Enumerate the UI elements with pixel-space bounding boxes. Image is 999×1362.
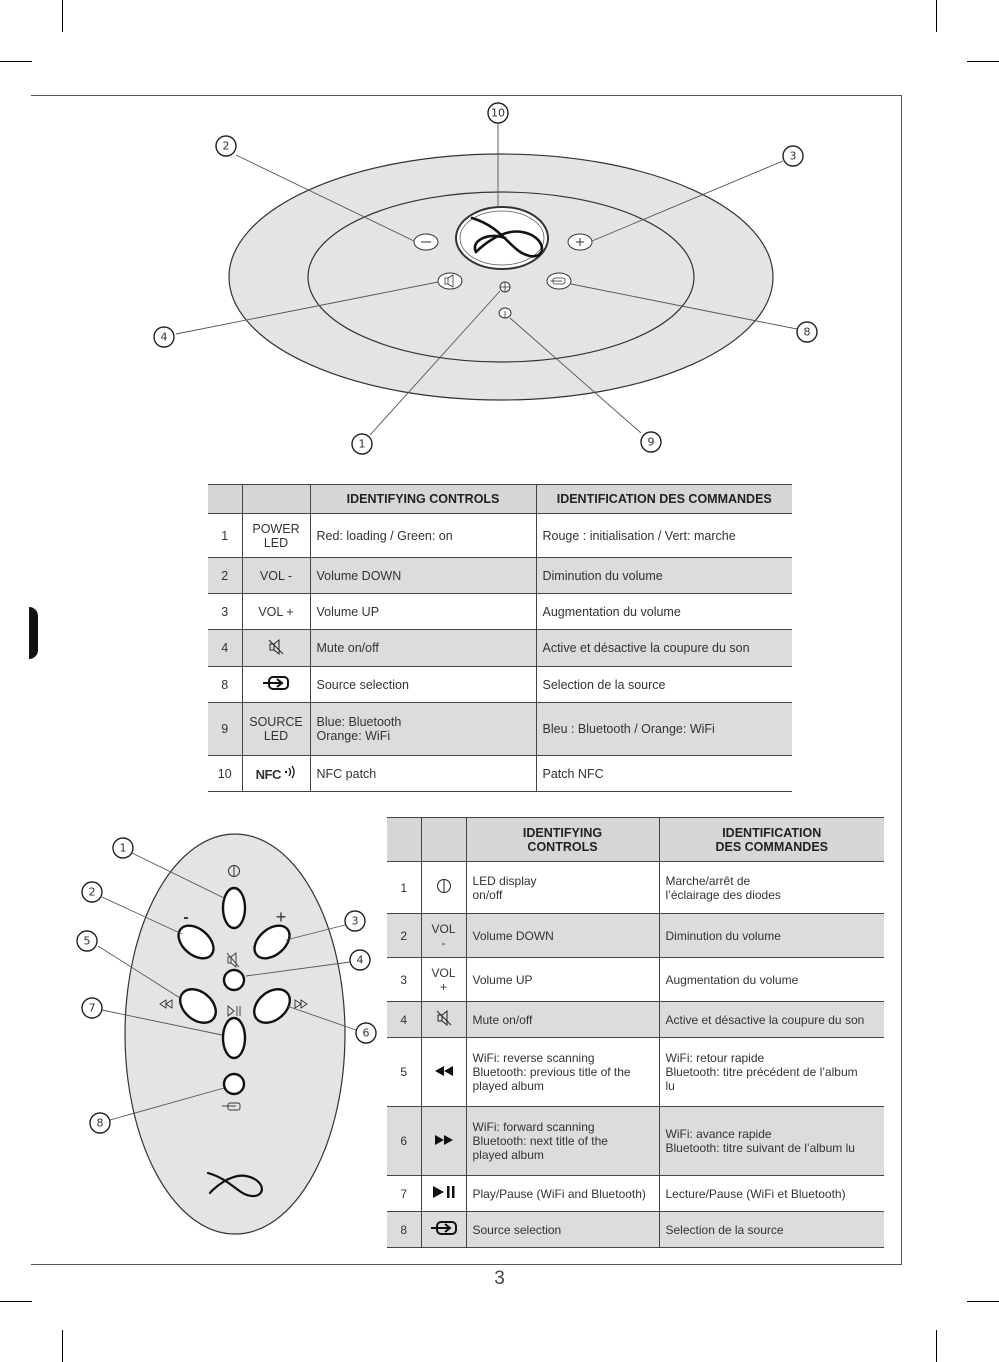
row-fr: Augmentation du volume [659,958,884,1002]
callout-label: 10 [491,106,505,120]
remote-diagram [0,0,400,1262]
row-icon-cell [421,1038,466,1107]
row-label: VOL - [421,914,466,958]
row-icon-cell [421,1107,466,1176]
row-en: Source selection [466,1212,659,1248]
table-header-fr: IDENTIFICATION DES COMMANDES [536,485,792,514]
row-en: WiFi: forward scanning Bluetooth: next title of the played album [466,1107,659,1176]
row-num: 1 [208,514,242,558]
source-led [499,308,511,318]
row-fr: Augmentation du volume [536,594,792,630]
table-header-fr: IDENTIFICATION DES COMMANDES [659,818,884,862]
led-icon [436,878,452,894]
row-fr: Rouge : initialisation / Vert: marche [536,514,792,558]
source-button[interactable] [224,1074,244,1094]
row-fr: WiFi: avance rapide Bluetooth: titre suivant de l’album lu [659,1107,884,1176]
row-en: WiFi: reverse scanning Bluetooth: previous title of the played album [466,1038,659,1107]
callout-label: 9 [647,435,655,449]
mute-button[interactable] [224,970,244,990]
row-fr: Selection de la source [536,667,792,703]
callout-label: 3 [789,149,797,163]
table-header-num [387,818,421,862]
row-en: Mute on/off [466,1002,659,1038]
row-en: Source selection [310,667,536,703]
table-row [387,958,884,1002]
table-row [387,1038,884,1107]
callout-label: 1 [358,437,366,451]
fast-forward-icon [433,1134,455,1146]
rewind-icon [433,1065,455,1077]
row-num: 5 [387,1038,421,1107]
crop-mark [936,1330,937,1362]
callout-label: 1 [119,841,127,855]
play-pause-button[interactable] [223,1018,245,1058]
row-fr: Active et désactive la coupure du son [659,1002,884,1038]
row-en: NFC patch [310,756,536,792]
callout-label: 8 [803,325,811,339]
row-fr: Marche/arrêt de l’éclairage des diodes [659,862,884,914]
table-row [387,1176,884,1212]
callout-label: 6 [362,1026,370,1040]
callout-label: 4 [356,953,364,967]
table-header-en: IDENTIFYING CONTROLS [310,485,536,514]
row-num: 4 [208,630,242,667]
play-pause-icon [432,1185,456,1199]
row-icon-cell [421,862,466,914]
callout-label: 3 [351,914,359,928]
callout-label: 8 [96,1116,104,1130]
vol-up-button[interactable] [568,234,592,250]
row-icon-cell [421,1212,466,1248]
row-num: 8 [208,667,242,703]
table-row [387,914,884,958]
callout-label: 2 [222,139,230,153]
row-icon-cell [421,1176,466,1212]
row-num: 1 [387,862,421,914]
row-label: SOURCE LED [242,703,310,756]
source-button[interactable] [547,273,571,289]
row-num: 2 [387,914,421,958]
row-en: Volume DOWN [310,558,536,594]
page-number: 3 [494,1268,505,1289]
row-label: POWER LED [242,514,310,558]
row-icon-cell [421,1002,466,1038]
callout-label: 2 [88,885,96,899]
row-num: 3 [387,958,421,1002]
table-row [387,1107,884,1176]
row-num: 4 [387,1002,421,1038]
table-header-en: IDENTIFYING CONTROLS [466,818,659,862]
row-fr: WiFi: retour rapide Bluetooth: titre précédent de l’album lu [659,1038,884,1107]
row-en: Blue: Bluetooth Orange: WiFi [310,703,536,756]
mute-button[interactable] [438,273,462,289]
row-fr: Diminution du volume [659,914,884,958]
crop-mark [0,1301,32,1302]
row-fr: Patch NFC [536,756,792,792]
row-num: 9 [208,703,242,756]
row-num: 2 [208,558,242,594]
row-fr: Active et désactive la coupure du son [536,630,792,667]
callout-label: 5 [83,934,91,948]
row-en: Red: loading / Green: on [310,514,536,558]
row-fr: Diminution du volume [536,558,792,594]
callout-label: 7 [88,1001,96,1015]
row-num: 8 [387,1212,421,1248]
table-header-label [421,818,466,862]
row-en: Volume UP [310,594,536,630]
source-icon [430,1221,458,1235]
row-num: 6 [387,1107,421,1176]
table-row [387,1212,884,1248]
row-label: VOL + [421,958,466,1002]
nfc-label: NFC [255,767,281,782]
plus-sign: + [275,907,287,927]
table-row [387,862,884,914]
callout-label: 4 [160,330,168,344]
row-label: VOL + [242,594,310,630]
minus-sign: - [183,909,189,926]
page-frame-bottom [31,1264,902,1265]
row-label: VOL - [242,558,310,594]
row-num: 3 [208,594,242,630]
crop-mark [967,1301,999,1302]
row-en: Play/Pause (WiFi and Bluetooth) [466,1176,659,1212]
row-en: Mute on/off [310,630,536,667]
row-en: LED display on/off [466,862,659,914]
remote-controls-table [387,817,884,1248]
mute-icon [435,1009,453,1027]
row-num: 7 [387,1176,421,1212]
table-row [387,1002,884,1038]
crop-mark [62,1330,63,1362]
row-en: Volume DOWN [466,914,659,958]
row-en: Volume UP [466,958,659,1002]
nfc-patch [500,282,510,292]
row-fr: Bleu : Bluetooth / Orange: WiFi [536,703,792,756]
row-num: 10 [208,756,242,792]
row-fr: Lecture/Pause (WiFi et Bluetooth) [659,1176,884,1212]
led-display-button[interactable] [223,888,245,928]
row-fr: Selection de la source [659,1212,884,1248]
vol-down-button[interactable] [414,234,438,250]
